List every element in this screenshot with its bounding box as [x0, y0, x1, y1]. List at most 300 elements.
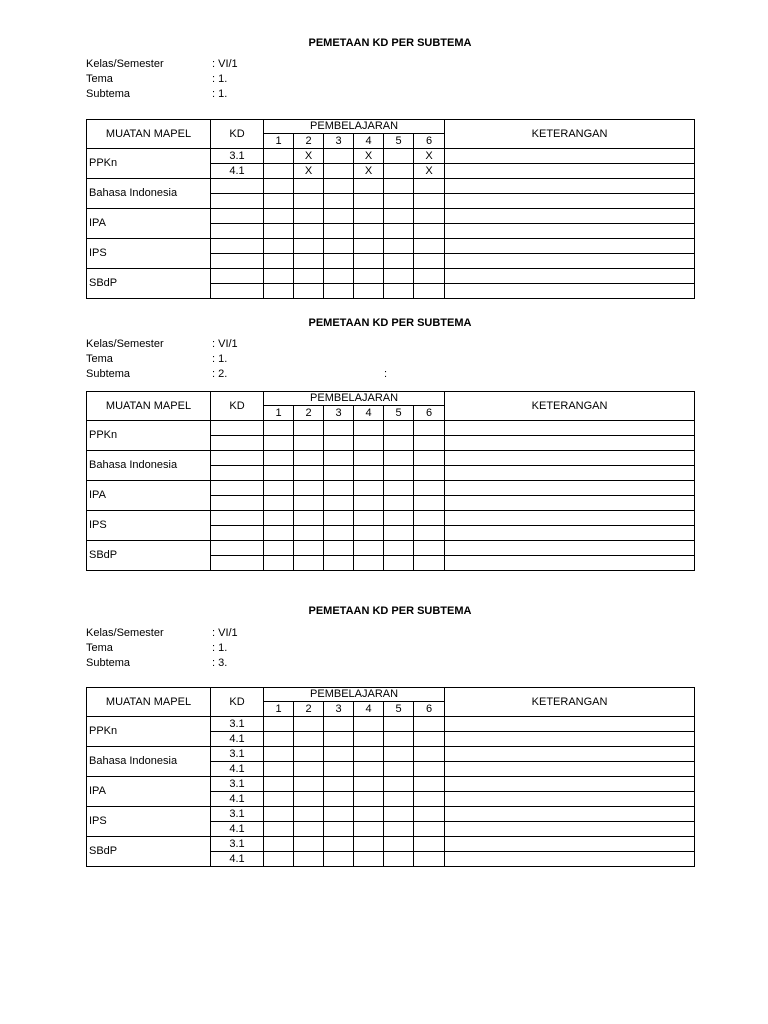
pembelajaran-mark-cell [384, 436, 414, 451]
keterangan-cell [445, 837, 695, 852]
keterangan-cell [445, 481, 695, 496]
pembelajaran-mark-cell [414, 526, 445, 541]
pembelajaran-mark-cell [354, 194, 384, 209]
pembelajaran-mark-cell [294, 822, 324, 837]
table-row [87, 481, 695, 496]
keterangan-cell [445, 269, 695, 284]
pembelajaran-mark-cell [384, 466, 414, 481]
pembelajaran-mark-cell [414, 194, 445, 209]
header-row [87, 120, 695, 134]
header-pembelajaran-2: 2 [294, 406, 324, 421]
keterangan-cell [445, 254, 695, 269]
pembelajaran-mark-cell [384, 481, 414, 496]
pembelajaran-mark-cell [354, 526, 384, 541]
pembelajaran-mark-cell [264, 717, 294, 732]
pembelajaran-mark-cell [324, 451, 354, 466]
header-kd: KD [211, 392, 264, 421]
pembelajaran-mark-cell [324, 466, 354, 481]
kd-cell [211, 209, 264, 224]
pembelajaran-mark-cell [264, 239, 294, 254]
mapel-cell: Bahasa Indonesia [87, 451, 211, 481]
kd-cell: 4.1 [211, 852, 264, 867]
header-pembelajaran-3: 3 [324, 406, 354, 421]
kd-cell [211, 269, 264, 284]
pembelajaran-mark-cell [264, 511, 294, 526]
mapel-cell: IPS [87, 511, 211, 541]
pembelajaran-mark-cell [414, 541, 445, 556]
pembelajaran-mark-cell [294, 807, 324, 822]
keterangan-cell [445, 556, 695, 571]
keterangan-cell [445, 224, 695, 239]
pembelajaran-mark-cell [384, 421, 414, 436]
pembelajaran-mark-cell [294, 194, 324, 209]
kd-cell [211, 496, 264, 511]
pembelajaran-mark-cell [414, 496, 445, 511]
table-row [87, 239, 695, 254]
keterangan-cell [445, 149, 695, 164]
kd-cell [211, 541, 264, 556]
mapel-cell: SBdP [87, 541, 211, 571]
pembelajaran-mark-cell [384, 451, 414, 466]
pembelajaran-mark-cell [264, 807, 294, 822]
keterangan-cell [445, 792, 695, 807]
pembelajaran-mark-cell [384, 556, 414, 571]
pembelajaran-mark-cell [294, 747, 324, 762]
header-kd: KD [211, 120, 264, 149]
keterangan-cell [445, 179, 695, 194]
mapel-cell: Bahasa Indonesia [87, 179, 211, 209]
header-row [87, 392, 695, 406]
section-title: PEMETAAN KD PER SUBTEMA [308, 37, 472, 49]
kd-cell: 3.1 [211, 717, 264, 732]
header-pembelajaran-1: 1 [264, 406, 294, 421]
header-pembelajaran-5: 5 [384, 406, 414, 421]
pembelajaran-mark-cell [414, 269, 445, 284]
pembelajaran-mark-cell [294, 792, 324, 807]
pembelajaran-mark-cell [384, 496, 414, 511]
meta-label: Kelas/Semester [86, 338, 164, 350]
pembelajaran-mark-cell [354, 717, 384, 732]
kd-cell [211, 194, 264, 209]
pembelajaran-mark-cell [354, 762, 384, 777]
pembelajaran-mark-cell [354, 747, 384, 762]
pembelajaran-mark-cell [414, 777, 445, 792]
pembelajaran-mark-cell [294, 224, 324, 239]
pembelajaran-mark-cell [414, 511, 445, 526]
keterangan-cell [445, 777, 695, 792]
pembelajaran-mark-cell [384, 732, 414, 747]
pembelajaran-mark-cell [414, 179, 445, 194]
pembelajaran-mark-cell [294, 777, 324, 792]
pembelajaran-mark-cell [384, 777, 414, 792]
pembelajaran-mark-cell [354, 852, 384, 867]
table-row [87, 149, 695, 164]
pembelajaran-mark-cell [414, 209, 445, 224]
header-pembelajaran-4: 4 [354, 134, 384, 149]
kd-cell: 4.1 [211, 762, 264, 777]
keterangan-cell [445, 717, 695, 732]
kd-cell: 3.1 [211, 747, 264, 762]
pembelajaran-mark-cell [354, 837, 384, 852]
keterangan-cell [445, 511, 695, 526]
pembelajaran-mark-cell [354, 451, 384, 466]
keterangan-cell [445, 194, 695, 209]
meta-value: : 1. [212, 88, 228, 100]
pembelajaran-mark-cell [294, 526, 324, 541]
keterangan-cell [445, 526, 695, 541]
pembelajaran-mark-cell [384, 284, 414, 299]
pembelajaran-mark-cell [414, 284, 445, 299]
pembelajaran-mark-cell [354, 466, 384, 481]
pembelajaran-mark-cell [294, 239, 324, 254]
pembelajaran-mark-cell [294, 466, 324, 481]
table-row [87, 807, 695, 822]
pembelajaran-mark-cell [294, 732, 324, 747]
table-row [87, 837, 695, 852]
pembelajaran-mark-cell [354, 541, 384, 556]
header-pembelajaran-1: 1 [264, 134, 294, 149]
pembelajaran-mark-cell [384, 194, 414, 209]
pembelajaran-mark-cell [384, 837, 414, 852]
pembelajaran-mark-cell [384, 209, 414, 224]
pembelajaran-mark-cell [294, 496, 324, 511]
pembelajaran-mark-cell [324, 792, 354, 807]
header-keterangan: KETERANGAN [445, 120, 695, 149]
pembelajaran-mark-cell [414, 451, 445, 466]
pembelajaran-mark-cell [294, 511, 324, 526]
header-pembelajaran: PEMBELAJARAN [264, 120, 445, 134]
keterangan-cell [445, 807, 695, 822]
pembelajaran-mark-cell [264, 224, 294, 239]
keterangan-cell [445, 852, 695, 867]
meta-value: : VI/1 [212, 58, 238, 70]
keterangan-cell [445, 762, 695, 777]
kd-cell: 4.1 [211, 732, 264, 747]
pembelajaran-mark-cell [354, 511, 384, 526]
pembelajaran-mark-cell [264, 179, 294, 194]
mapel-cell: SBdP [87, 269, 211, 299]
meta-value: : 1. [212, 353, 228, 365]
pembelajaran-mark-cell: X [414, 149, 445, 164]
keterangan-cell [445, 209, 695, 224]
pembelajaran-mark-cell [264, 837, 294, 852]
pembelajaran-mark-cell [414, 466, 445, 481]
table-row [87, 421, 695, 436]
pembelajaran-mark-cell [324, 254, 354, 269]
pembelajaran-mark-cell [264, 496, 294, 511]
pembelajaran-mark-cell [264, 254, 294, 269]
pembelajaran-mark-cell [414, 239, 445, 254]
table-row [87, 511, 695, 526]
pembelajaran-mark-cell: X [354, 164, 384, 179]
kd-cell [211, 284, 264, 299]
pembelajaran-mark-cell [294, 179, 324, 194]
kd-mapping-table [86, 391, 695, 571]
pembelajaran-mark-cell [324, 481, 354, 496]
pembelajaran-mark-cell [264, 149, 294, 164]
pembelajaran-mark-cell [414, 747, 445, 762]
header-pembelajaran-5: 5 [384, 702, 414, 717]
pembelajaran-mark-cell [264, 852, 294, 867]
header-pembelajaran-2: 2 [294, 134, 324, 149]
section-title: PEMETAAN KD PER SUBTEMA [308, 317, 472, 329]
header-pembelajaran: PEMBELAJARAN [264, 688, 445, 702]
pembelajaran-mark-cell [264, 747, 294, 762]
table-row [87, 541, 695, 556]
pembelajaran-mark-cell [414, 732, 445, 747]
pembelajaran-mark-cell [324, 732, 354, 747]
meta-label: Tema [86, 642, 113, 654]
header-pembelajaran-3: 3 [324, 134, 354, 149]
header-row [87, 688, 695, 702]
pembelajaran-mark-cell [354, 732, 384, 747]
table-row [87, 209, 695, 224]
pembelajaran-mark-cell [264, 436, 294, 451]
pembelajaran-mark-cell [324, 511, 354, 526]
pembelajaran-mark-cell [354, 436, 384, 451]
section-title: PEMETAAN KD PER SUBTEMA [308, 605, 472, 617]
mapel-cell: IPA [87, 209, 211, 239]
meta-label: Tema [86, 353, 113, 365]
meta-label: Kelas/Semester [86, 627, 164, 639]
pembelajaran-mark-cell [384, 852, 414, 867]
pembelajaran-mark-cell [264, 421, 294, 436]
keterangan-cell [445, 451, 695, 466]
pembelajaran-mark-cell [264, 556, 294, 571]
pembelajaran-mark-cell [324, 179, 354, 194]
header-pembelajaran-4: 4 [354, 702, 384, 717]
pembelajaran-mark-cell [384, 224, 414, 239]
mapel-cell: PPKn [87, 149, 211, 179]
mapel-cell: IPA [87, 777, 211, 807]
pembelajaran-mark-cell: X [354, 149, 384, 164]
pembelajaran-mark-cell [264, 269, 294, 284]
pembelajaran-mark-cell [384, 164, 414, 179]
pembelajaran-mark-cell [384, 254, 414, 269]
kd-cell [211, 511, 264, 526]
pembelajaran-mark-cell [414, 421, 445, 436]
pembelajaran-mark-cell [294, 481, 324, 496]
pembelajaran-mark-cell [354, 421, 384, 436]
kd-cell [211, 481, 264, 496]
pembelajaran-mark-cell [414, 822, 445, 837]
pembelajaran-mark-cell [324, 194, 354, 209]
kd-cell [211, 451, 264, 466]
pembelajaran-mark-cell [324, 269, 354, 284]
pembelajaran-mark-cell [384, 269, 414, 284]
pembelajaran-mark-cell [294, 421, 324, 436]
pembelajaran-mark-cell [414, 481, 445, 496]
pembelajaran-mark-cell [324, 496, 354, 511]
keterangan-cell [445, 496, 695, 511]
header-pembelajaran-2: 2 [294, 702, 324, 717]
keterangan-cell [445, 466, 695, 481]
pembelajaran-mark-cell [324, 807, 354, 822]
pembelajaran-mark-cell: X [294, 149, 324, 164]
pembelajaran-mark-cell [294, 762, 324, 777]
mapel-cell: IPA [87, 481, 211, 511]
meta-value: : 2. [212, 368, 228, 380]
pembelajaran-mark-cell [324, 284, 354, 299]
meta-value: : VI/1 [212, 338, 238, 350]
pembelajaran-mark-cell [324, 436, 354, 451]
mapel-cell: PPKn [87, 717, 211, 747]
pembelajaran-mark-cell [354, 822, 384, 837]
kd-cell: 4.1 [211, 164, 264, 179]
pembelajaran-mark-cell [354, 481, 384, 496]
pembelajaran-mark-cell [324, 762, 354, 777]
pembelajaran-mark-cell [384, 239, 414, 254]
pembelajaran-mark-cell [294, 451, 324, 466]
meta-label: Subtema [86, 368, 131, 380]
pembelajaran-mark-cell [324, 837, 354, 852]
pembelajaran-mark-cell [324, 717, 354, 732]
pembelajaran-mark-cell [384, 511, 414, 526]
meta-label: Tema [86, 73, 113, 85]
pembelajaran-mark-cell [264, 194, 294, 209]
kd-cell: 3.1 [211, 777, 264, 792]
table-row [87, 451, 695, 466]
pembelajaran-mark-cell [324, 239, 354, 254]
header-keterangan: KETERANGAN [445, 688, 695, 717]
pembelajaran-mark-cell [264, 466, 294, 481]
mapel-cell: PPKn [87, 421, 211, 451]
mapel-cell: IPS [87, 807, 211, 837]
meta-label: Subtema [86, 657, 131, 669]
header-keterangan: KETERANGAN [445, 392, 695, 421]
keterangan-cell [445, 822, 695, 837]
pembelajaran-mark-cell [324, 224, 354, 239]
pembelajaran-mark-cell [354, 269, 384, 284]
pembelajaran-mark-cell [264, 209, 294, 224]
pembelajaran-mark-cell [354, 254, 384, 269]
pembelajaran-mark-cell [324, 822, 354, 837]
header-pembelajaran-5: 5 [384, 134, 414, 149]
header-pembelajaran-6: 6 [414, 406, 445, 421]
pembelajaran-mark-cell [384, 179, 414, 194]
keterangan-cell [445, 436, 695, 451]
pembelajaran-mark-cell [414, 556, 445, 571]
meta-label: Subtema [86, 88, 131, 100]
keterangan-cell [445, 239, 695, 254]
keterangan-cell [445, 164, 695, 179]
pembelajaran-mark-cell [354, 224, 384, 239]
pembelajaran-mark-cell [324, 747, 354, 762]
header-pembelajaran-4: 4 [354, 406, 384, 421]
table-row [87, 777, 695, 792]
table-row [87, 747, 695, 762]
pembelajaran-mark-cell [354, 792, 384, 807]
kd-cell [211, 556, 264, 571]
pembelajaran-mark-cell [294, 436, 324, 451]
pembelajaran-mark-cell [264, 541, 294, 556]
pembelajaran-mark-cell [354, 209, 384, 224]
pembelajaran-mark-cell [384, 526, 414, 541]
pembelajaran-mark-cell [324, 526, 354, 541]
mapel-cell: IPS [87, 239, 211, 269]
keterangan-cell [445, 541, 695, 556]
pembelajaran-mark-cell [414, 762, 445, 777]
pembelajaran-mark-cell [354, 239, 384, 254]
kd-cell: 3.1 [211, 149, 264, 164]
pembelajaran-mark-cell [384, 792, 414, 807]
keterangan-cell [445, 732, 695, 747]
table-row [87, 269, 695, 284]
pembelajaran-mark-cell [294, 717, 324, 732]
pembelajaran-mark-cell [294, 852, 324, 867]
pembelajaran-mark-cell [354, 496, 384, 511]
pembelajaran-mark-cell [384, 747, 414, 762]
pembelajaran-mark-cell [264, 481, 294, 496]
pembelajaran-mark-cell [384, 149, 414, 164]
pembelajaran-mark-cell [294, 541, 324, 556]
kd-mapping-table [86, 119, 695, 299]
table-row [87, 717, 695, 732]
header-muatan-mapel: MUATAN MAPEL [87, 392, 211, 421]
meta-value: : 1. [212, 642, 228, 654]
table-row [87, 179, 695, 194]
header-pembelajaran-6: 6 [414, 702, 445, 717]
pembelajaran-mark-cell [264, 777, 294, 792]
kd-cell [211, 254, 264, 269]
keterangan-cell [445, 747, 695, 762]
pembelajaran-mark-cell [414, 852, 445, 867]
kd-cell [211, 224, 264, 239]
pembelajaran-mark-cell [294, 209, 324, 224]
kd-cell [211, 436, 264, 451]
kd-cell [211, 179, 264, 194]
pembelajaran-mark-cell [414, 436, 445, 451]
pembelajaran-mark-cell [414, 254, 445, 269]
pembelajaran-mark-cell [414, 717, 445, 732]
pembelajaran-mark-cell [384, 541, 414, 556]
keterangan-cell [445, 421, 695, 436]
pembelajaran-mark-cell [294, 284, 324, 299]
pembelajaran-mark-cell [264, 822, 294, 837]
meta-label: Kelas/Semester [86, 58, 164, 70]
kd-cell: 4.1 [211, 792, 264, 807]
pembelajaran-mark-cell [354, 556, 384, 571]
pembelajaran-mark-cell [324, 852, 354, 867]
pembelajaran-mark-cell [414, 792, 445, 807]
pembelajaran-mark-cell [264, 284, 294, 299]
pembelajaran-mark-cell [294, 837, 324, 852]
pembelajaran-mark-cell [354, 179, 384, 194]
keterangan-cell [445, 284, 695, 299]
meta-value: : 1. [212, 73, 228, 85]
pembelajaran-mark-cell [324, 164, 354, 179]
pembelajaran-mark-cell [354, 807, 384, 822]
pembelajaran-mark-cell [294, 556, 324, 571]
kd-cell [211, 239, 264, 254]
header-pembelajaran-1: 1 [264, 702, 294, 717]
pembelajaran-mark-cell [294, 254, 324, 269]
pembelajaran-mark-cell [324, 421, 354, 436]
pembelajaran-mark-cell [264, 762, 294, 777]
mapel-cell: SBdP [87, 837, 211, 867]
header-pembelajaran-3: 3 [324, 702, 354, 717]
header-kd: KD [211, 688, 264, 717]
pembelajaran-mark-cell [324, 209, 354, 224]
pembelajaran-mark-cell [354, 284, 384, 299]
kd-cell [211, 421, 264, 436]
pembelajaran-mark-cell [384, 762, 414, 777]
pembelajaran-mark-cell [414, 807, 445, 822]
pembelajaran-mark-cell [294, 269, 324, 284]
meta-value: : 3. [212, 657, 228, 669]
kd-cell: 3.1 [211, 807, 264, 822]
pembelajaran-mark-cell [324, 777, 354, 792]
